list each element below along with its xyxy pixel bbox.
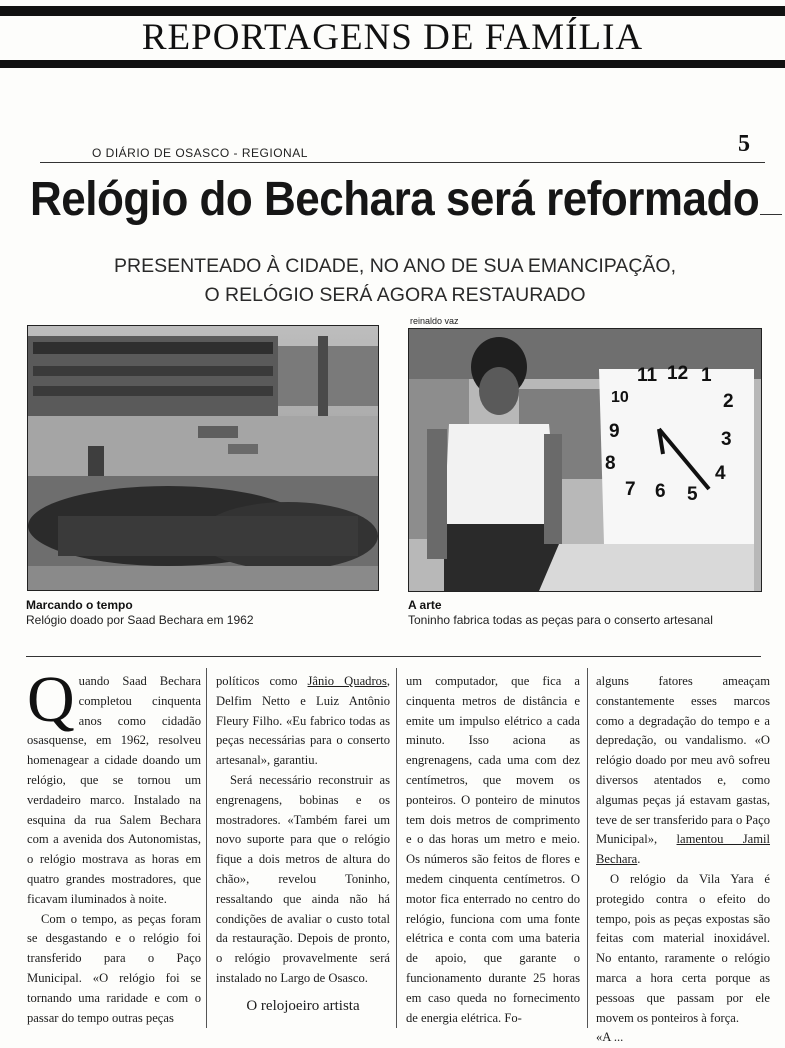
column-1-paragraph-1: Quando Saad Bechara completou cinquenta anos como cidadão osasquense, em 1962, resolveu homenagear a cidade doando um relógio, que se tornou um verdadeiro marco. Instalado na esquina da rua Salem Bechara com a avenida dos Autonomistas, o relógio mostrava as horas em quatro grandes mostradores, que ficavam iluminados à noite. xyxy=(27,663,201,906)
clock-numeral-8: 8 xyxy=(605,453,616,474)
drop-cap: Q xyxy=(27,663,75,736)
column-1-paragraph-2: Com o tempo, as peças foram se desgastando e o relógio foi transferido para o Paço Municipal. «O relógio foi se tornando uma raridade e com o passar do tempo outras peças xyxy=(27,911,201,1025)
article-headline: Relógio do Bechara será reformado xyxy=(30,172,760,226)
clock-numeral-5: 5 xyxy=(687,484,698,505)
column-4-tail: «A ... xyxy=(596,1030,624,1045)
masthead-rule xyxy=(40,162,765,163)
photo-clockmaker xyxy=(408,328,762,592)
clock-numeral-10: 10 xyxy=(611,389,629,406)
column-2-subhead: O relojoeiro artista xyxy=(246,997,360,1014)
column-rule-2 xyxy=(396,668,397,1028)
banner-bottom-rule xyxy=(0,60,785,68)
body-column-4 xyxy=(596,672,770,1048)
deck-line-1: PRESENTEADO À CIDADE, NO ANO DE SUA EMANCIPAÇÃO, xyxy=(113,255,676,277)
left-caption-text: Relógio doado por Saad Bechara em 1962 xyxy=(26,613,254,627)
right-caption-text: Toninho fabrica todas as peças para o conserto artesanal xyxy=(408,613,713,627)
photo-crowd-square xyxy=(27,325,379,591)
article-deck xyxy=(40,252,750,310)
clock-numeral-2: 2 xyxy=(723,391,734,412)
clock-numeral-11: 11 xyxy=(637,365,658,386)
body-column-1 xyxy=(27,663,201,1028)
banner-top-rule xyxy=(0,6,785,16)
column-2-paragraph-1: políticos como Jânio Quadros, Delfim Netto e Luiz Antônio Fleury Filho. «Eu fabrico todas as peças necessárias para o conserto artesanal», garantiu. xyxy=(216,674,391,768)
clock-numeral-6: 6 xyxy=(655,481,666,502)
left-caption-title: Marcando o tempo xyxy=(26,598,133,612)
clock-numeral-4: 4 xyxy=(715,463,726,484)
column-3-paragraph-1: um computador, que fica a cinquenta metros de distância e emite um impulso elétrico a cada minuto. Isso aciona as engrenagens, cada uma com dez centímetros, que movem os ponteiros. O ponteiro de minutos tem dois metros de comprimento e o das horas um metro e meio. Os números são feitos de flores e medem cinquenta centímetros. O motor fica enterrado no centro do relógio, funciona com uma fonte elétrica e conta com uma bateria de apoio, que garante o funcionamento durante 25 horas em caso queda no fornecimento de energia elétrica. Fo- xyxy=(406,674,580,1025)
column-2-paragraph-2: Será necessário reconstruir as engrenagens, bobinas e os mostradores. «Também farei um novo suporte para que o relógio fique a dois metros de altura do chão», revelou Toninho, ressaltando que ainda não há condições de avaliar o custo total da restauração. Depois de pronto, o relógio provavelmente será instalado no Largo de Osasco. xyxy=(216,772,390,985)
clock-numerals xyxy=(409,329,761,591)
column-4-paragraph-1: alguns fatores ameaçam constantemente esses marcos como a degradação do tempo e a depredação, ou vandalismo. «O relógio doado por meu avô sofreu diversos atentados e, como algumas peças já estavam gastas, teve de ser transferido para o Paço Municipal», lamentou Jamil Bechara. xyxy=(596,674,770,867)
page-number: 5 xyxy=(738,131,750,157)
underlined-quote-attribution: lamentou Jamil Bechara xyxy=(596,832,770,867)
column-rule-1 xyxy=(206,668,207,1028)
body-column-3 xyxy=(406,672,580,1028)
deck-line-2: O RELÓGIO SERÁ AGORA RESTAURADO xyxy=(204,284,586,306)
underlined-name: Jânio Quadros xyxy=(307,674,387,688)
column-4-paragraph-2: O relógio da Vila Yara é protegido contra o efeito do tempo, pois as peças expostas são feitas com material inoxidável. No entanto, raramente o relógio marca a hora certa porque as pessoas que passam por ele movem os ponteiros à força. xyxy=(596,871,770,1025)
clock-numeral-3: 3 xyxy=(721,429,732,450)
banner-title: REPORTAGENS DE FAMÍLIA xyxy=(141,17,644,58)
photo-credit: reinaldo vaz xyxy=(410,316,459,326)
clock-numeral-9: 9 xyxy=(609,421,620,442)
right-caption-title: A arte xyxy=(408,598,442,612)
crowd-photo-illustration xyxy=(28,326,378,590)
clock-numeral-7: 7 xyxy=(625,479,636,500)
column-rule-3 xyxy=(587,668,588,1028)
body-top-rule xyxy=(26,656,761,657)
section-label: O DIÁRIO DE OSASCO - REGIONAL xyxy=(92,146,308,160)
headline-tail-rule xyxy=(760,214,782,215)
clock-numeral-12: 12 xyxy=(667,363,689,384)
body-column-2 xyxy=(216,672,390,1017)
clock-numeral-1: 1 xyxy=(701,365,712,386)
